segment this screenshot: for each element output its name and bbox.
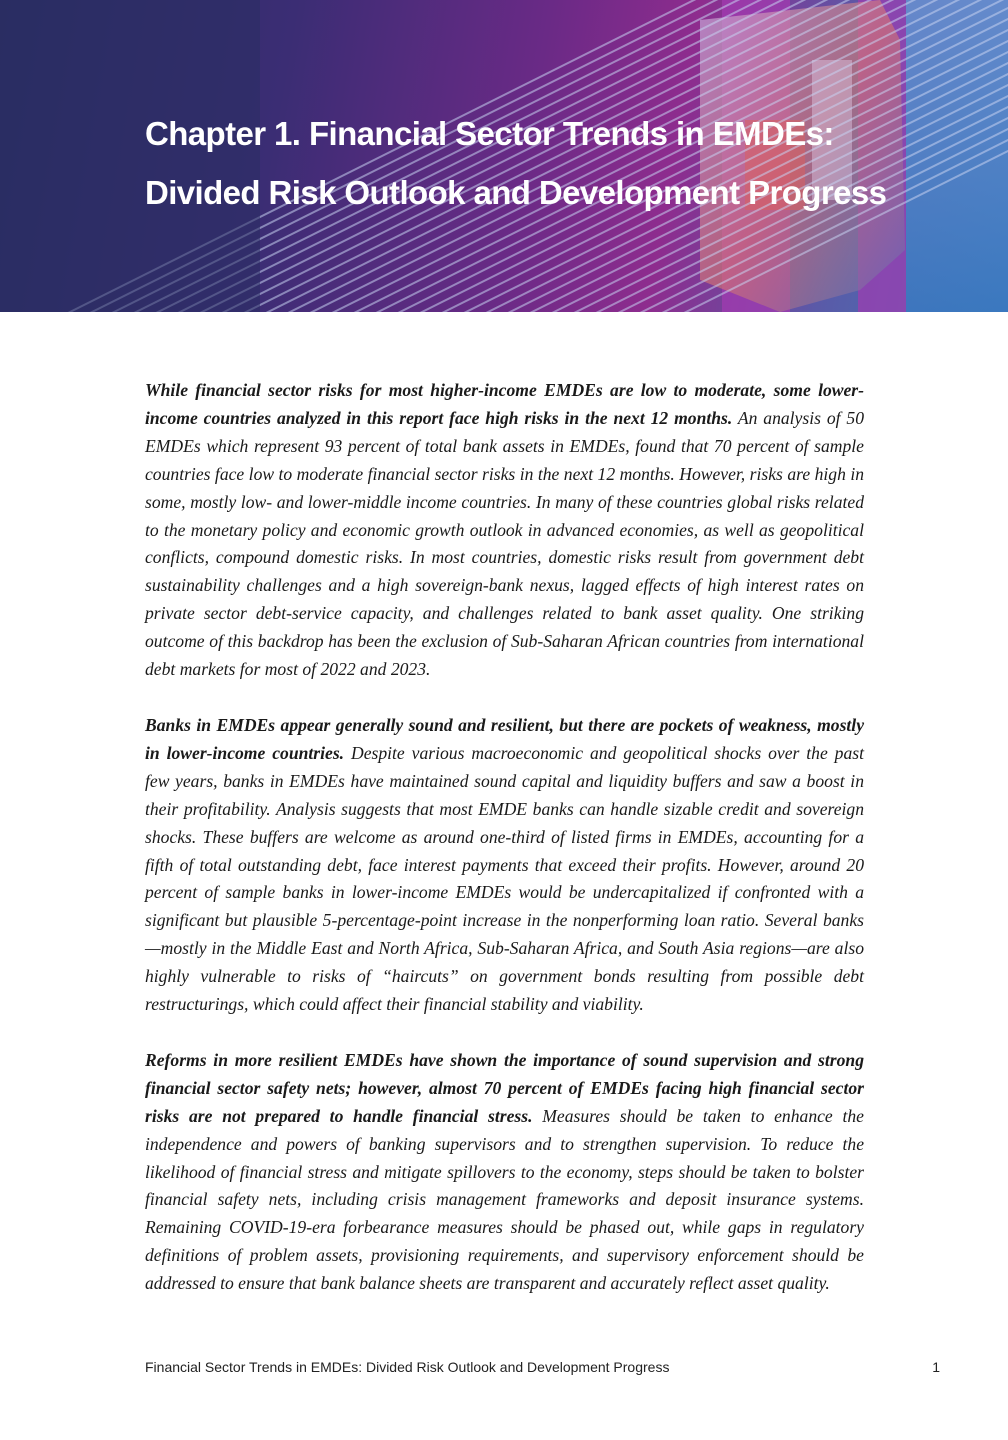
chapter-title-line-2: Divided Risk Outlook and Development Progress <box>145 174 887 211</box>
paragraph-risk-outlook <box>145 377 864 684</box>
chapter-banner <box>0 0 1008 312</box>
paragraph-lead: Banks in EMDEs appear generally sound and resilient, but there are pockets of weakness, mostly in lower-income countries. <box>145 714 864 763</box>
paragraph-text: Despite various macroeconomic and geopolitical shocks over the past few years, banks in EMDEs have maintained sound capital and liquidity buffers and saw a boost in their profitability. Analysis suggests that most EMDE banks can handle sizable credit and sovereign shocks. These buffers are welcome as around one-third of listed firms in EMDEs, accounting for a fifth of total outstanding debt, face interest payments that exceed their profits. However, around 20 percent of sample banks in lower-income EMDEs would be undercapitalized if confronted with a significant but plausible 5-percentage-point increase in the nonperforming loan ratio. Several banks—mostly in the Middle East and North Africa, Sub-Saharan Africa, and South Asia regions—are also highly vulnerable to risks of “haircuts” on government bonds resulting from possible debt restructurings, which could affect their financial stability and viability. <box>145 742 865 1015</box>
summary-body <box>145 377 864 1326</box>
paragraph-lead: While financial sector risks for most higher-income EMDEs are low to moderate, some lower-income countries analyzed in this report face high risks in the next 12 months. <box>145 380 864 428</box>
page-number: 1 <box>932 1359 940 1375</box>
chapter-title-line-1: Chapter 1. Financial Sector Trends in EMDEs: <box>145 115 834 152</box>
paragraph-reforms <box>145 1047 864 1298</box>
running-title: Financial Sector Trends in EMDEs: Divided Risk Outlook and Development Progress <box>145 1359 670 1375</box>
paragraph-text: An analysis of 50 EMDEs which represent 93 percent of total bank assets in EMDEs, found that 70 percent of sample countries face low to moderate financial sector risks in the next 12 months. However, risks are high in some, mostly low- and lower-middle income countries. In many of these countries global risks related to the monetary policy and economic growth outlook in advanced economies, as well as geopolitical conflicts, compound domestic risks. In most countries, domestic risks result from government debt sustainability challenges and a high sovereign-bank nexus, lagged effects of high interest rates on private sector debt-service capacity, and challenges related to bank asset quality. One striking outcome of this backdrop has been the exclusion of Sub-Saharan African countries from international debt markets for most of 2022 and 2023. <box>145 407 864 680</box>
paragraph-text: Measures should be taken to enhance the independence and powers of banking supervisors and to strengthen supervision. To reduce the likelihood of financial stress and mitigate spillovers to the economy, steps should be taken to bolster financial safety nets, including crisis management frameworks and deposit insurance systems. Remaining COVID-19-era forbearance measures should be phased out, while gaps in regulatory definitions of problem assets, provisioning requirements, and supervisory enforcement should be addressed to ensure that bank balance sheets are transparent and accurately reflect asset quality. <box>145 1105 864 1294</box>
chapter-title <box>145 104 925 222</box>
paragraph-lead: Reforms in more resilient EMDEs have shown the importance of sound supervision and strong financial sector safety nets; however, almost 70 percent of EMDEs facing high financial sector risks are not prepared to handle financial stress. <box>145 1049 864 1126</box>
paragraph-bank-resilience <box>145 712 864 1019</box>
